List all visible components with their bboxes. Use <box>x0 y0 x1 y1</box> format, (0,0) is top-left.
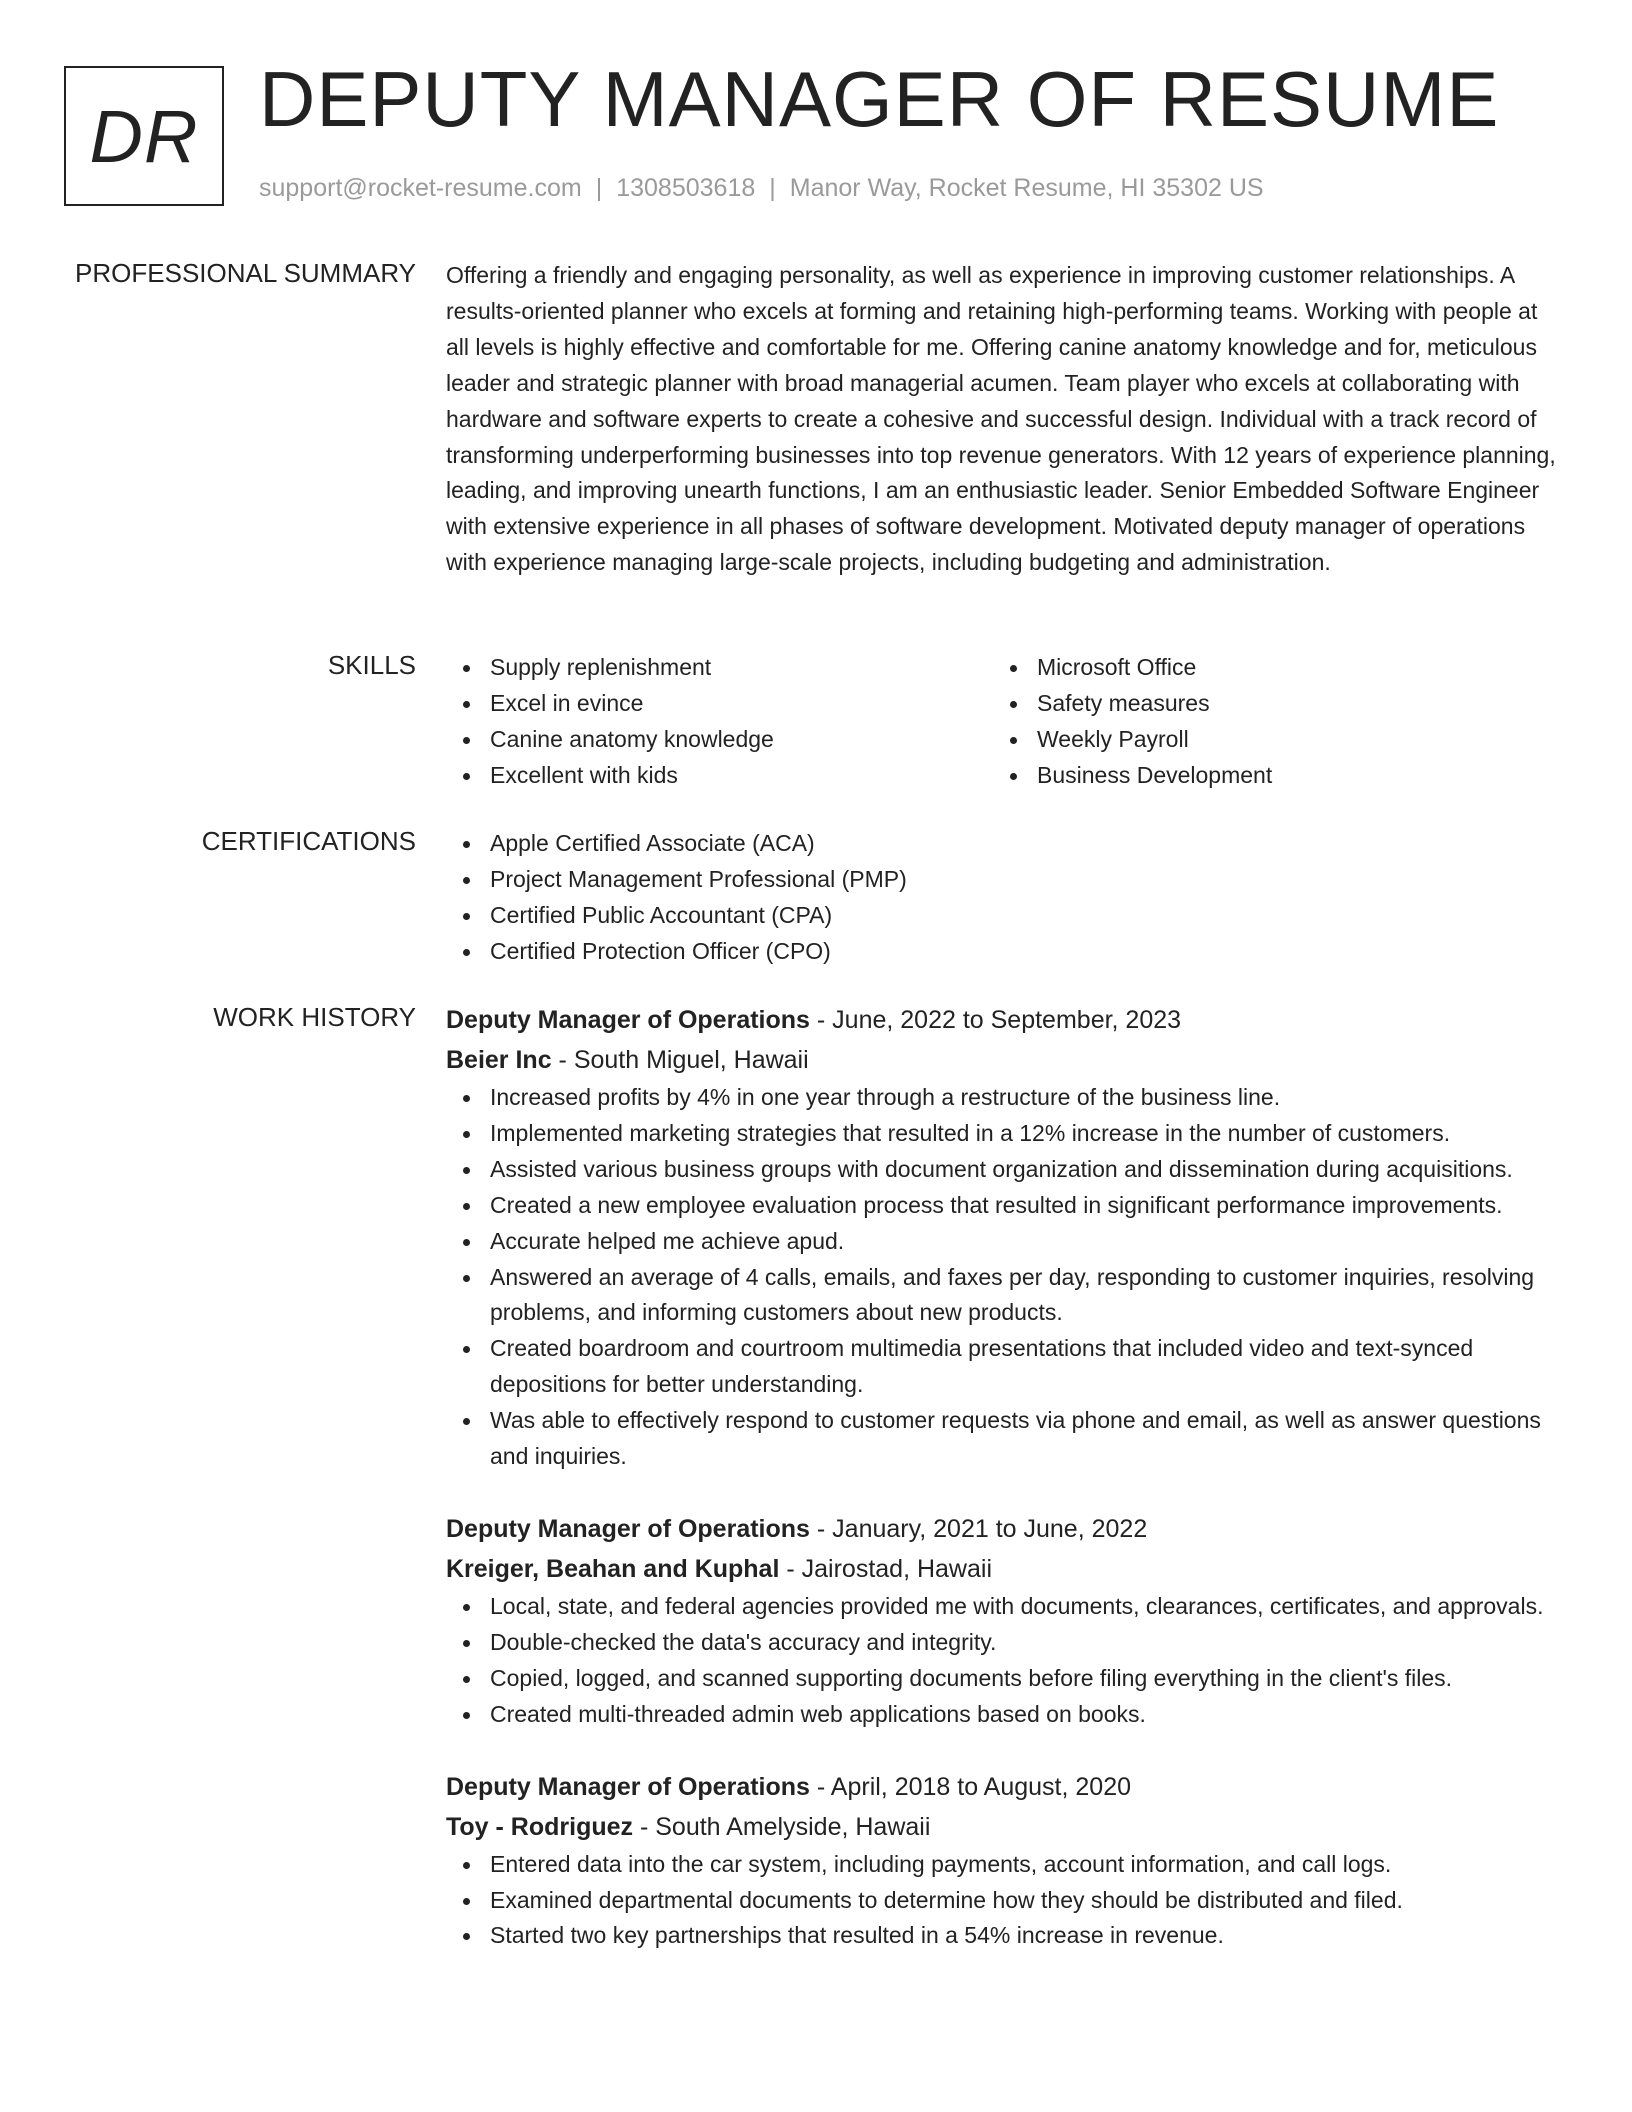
job-company: Toy - Rodriguez <box>446 1812 634 1841</box>
certification-item: Apple Certified Associate (ACA) <box>446 826 1562 862</box>
job-dates: - April, 2018 to August, 2020 <box>809 1772 1132 1801</box>
skill-item: Business Development <box>993 758 1513 794</box>
certification-item: Project Management Professional (PMP) <box>446 862 1562 898</box>
job-location: - South Amelyside, Hawaii <box>633 1812 931 1841</box>
skill-item: Excel in evince <box>446 686 966 722</box>
job-bullets <box>446 1589 1562 1733</box>
resume-name: DEPUTY MANAGER OF RESUME <box>259 55 1500 143</box>
job-bullet: Assisted various business groups with document organization and dissemination during acquisitions. <box>446 1152 1562 1188</box>
job-bullet: Started two key partnerships that resulted in a 54% increase in revenue. <box>446 1918 1562 1954</box>
contact-separator: | <box>769 174 776 202</box>
job-entry <box>446 1000 1562 1475</box>
job-bullet: Copied, logged, and scanned supporting documents before filing everything in the client's files. <box>446 1661 1562 1697</box>
job-company: Beier Inc <box>446 1046 552 1074</box>
job-bullet: Created multi-threaded admin web applications based on books. <box>446 1697 1562 1733</box>
summary-heading: PROFESSIONAL SUMMARY <box>75 258 416 288</box>
job-bullets <box>446 1080 1562 1475</box>
skill-item: Canine anatomy knowledge <box>446 722 966 758</box>
skill-item: Excellent with kids <box>446 758 966 794</box>
job-role: Deputy Manager of Operations <box>446 1772 810 1801</box>
job-location: - Jairostad, Hawaii <box>779 1554 992 1583</box>
skill-item: Weekly Payroll <box>993 722 1513 758</box>
skills-right-column <box>993 650 1513 794</box>
job-bullet: Implemented marketing strategies that resulted in a 12% increase in the number of customers. <box>446 1116 1562 1152</box>
job-company-line <box>446 1549 1562 1589</box>
skills-left-column <box>446 650 966 794</box>
job-bullet: Local, state, and federal agencies provided me with documents, clearances, certificates, and approvals. <box>446 1589 1562 1625</box>
job-bullet: Answered an average of 4 calls, emails, and faxes per day, responding to customer inquiries, resolving problems, and informing customers about new products. <box>446 1260 1562 1332</box>
skills-heading: SKILLS <box>327 650 416 680</box>
job-title-line <box>446 1767 1562 1807</box>
contact-line <box>259 174 1264 203</box>
certifications-heading: CERTIFICATIONS <box>201 826 416 856</box>
job-bullet: Entered data into the car system, including payments, account information, and call logs. <box>446 1847 1562 1883</box>
contact-phone: 1308503618 <box>616 174 756 202</box>
certification-item: Certified Public Accountant (CPA) <box>446 898 1562 934</box>
job-role: Deputy Manager of Operations <box>446 1514 810 1543</box>
job-entry <box>446 1509 1562 1733</box>
job-bullet: Created boardroom and courtroom multimedia presentations that included video and text-synced depositions for better understanding. <box>446 1331 1562 1403</box>
job-title-line <box>446 1509 1562 1549</box>
job-bullet: Increased profits by 4% in one year through a restructure of the business line. <box>446 1080 1562 1116</box>
job-dates: - January, 2021 to June, 2022 <box>809 1514 1148 1543</box>
job-bullet: Created a new employee evaluation process that resulted in significant performance improvements. <box>446 1188 1562 1224</box>
job-role: Deputy Manager of Operations <box>446 1006 810 1034</box>
skill-item: Microsoft Office <box>993 650 1513 686</box>
certification-item: Certified Protection Officer (CPO) <box>446 934 1562 970</box>
job-bullet: Examined departmental documents to determine how they should be distributed and filed. <box>446 1883 1562 1919</box>
job-company-line <box>446 1040 1562 1080</box>
work-history-heading: WORK HISTORY <box>213 1002 416 1032</box>
initials-monogram: DR <box>64 66 224 206</box>
job-dates: - June, 2022 to September, 2023 <box>809 1006 1182 1034</box>
job-bullets <box>446 1847 1562 1955</box>
job-company-line <box>446 1807 1562 1847</box>
job-bullet: Accurate helped me achieve apud. <box>446 1224 1562 1260</box>
contact-email: support@rocket-resume.com <box>259 174 582 202</box>
summary-text: Offering a friendly and engaging personality, as well as experience in improving customer relationships. A results-oriented planner who excels at forming and retaining high-performing teams. Working with people at all levels is highly effective and comfortable for me. Offering canine anatomy knowledge and for, meticulous leader and strategic planner with broad managerial acumen. Team player who excels at collaborating with hardware and software experts to create a cohesive and successful design. Individual with a track record of transforming underperforming businesses into top revenue generators. With 12 years of experience planning, leading, and improving unearth functions, I am an enthusiastic leader. Senior Embedded Software Engineer with extensive experience in all phases of software development. Motivated deputy manager of operations with experience managing large-scale projects, including budgeting and administration. <box>446 262 1556 576</box>
skill-item: Supply replenishment <box>446 650 966 686</box>
contact-separator: | <box>595 174 603 202</box>
contact-address: Manor Way, Rocket Resume, HI 35302 US <box>789 174 1264 202</box>
job-company: Kreiger, Beahan and Kuphal <box>446 1554 780 1583</box>
skill-item: Safety measures <box>993 686 1513 722</box>
job-bullet: Was able to effectively respond to customer requests via phone and email, as well as answer questions and inquiries. <box>446 1403 1562 1475</box>
job-location: - South Miguel, Hawaii <box>551 1046 809 1074</box>
job-title-line <box>446 1000 1562 1040</box>
job-bullet: Double-checked the data's accuracy and integrity. <box>446 1625 1562 1661</box>
job-entry <box>446 1767 1562 1955</box>
